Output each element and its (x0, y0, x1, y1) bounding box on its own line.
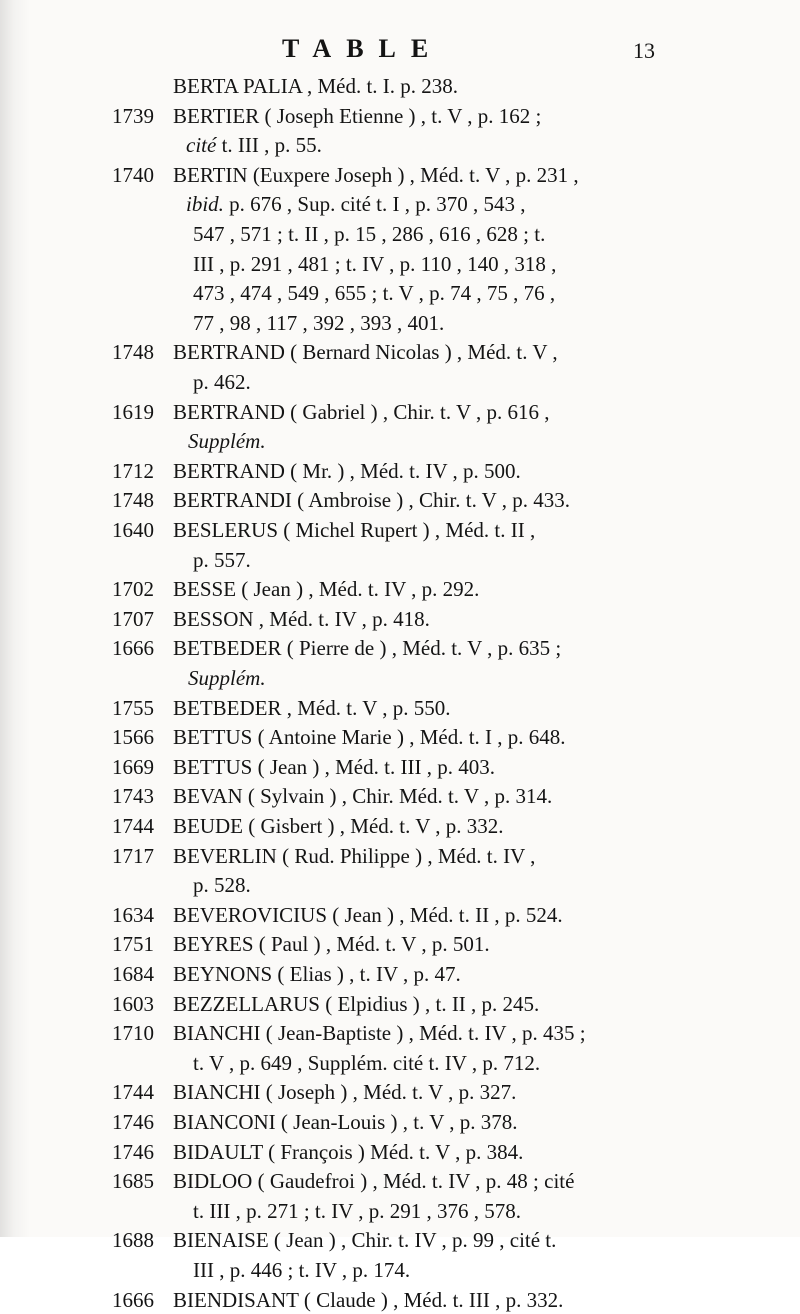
entry-text: BETTUS ( Antoine Marie ) , Méd. t. I , p. 648. (173, 725, 566, 750)
entry-text: BERTIN (Euxpere Joseph ) , Méd. t. V , p. 231 , (173, 162, 579, 187)
index-entry (0, 161, 800, 189)
entry-text: BETTUS ( Jean ) , Méd. t. III , p. 403. (173, 754, 495, 779)
entry-year: 1746 (112, 1139, 154, 1164)
entry-italic: Supplém. (188, 666, 266, 690)
entry-text: BEVAN ( Sylvain ) , Chir. Méd. t. V , p. 314. (173, 784, 553, 809)
entry-text: BIANCHI ( Joseph ) , Méd. t. V , p. 327. (173, 1080, 517, 1105)
entry-text: BIENDISANT ( Claude ) , Méd. t. III , p. 332. (173, 1287, 564, 1312)
index-entry (0, 1286, 800, 1314)
entry-text: BIANCONI ( Jean-Louis ) , t. V , p. 378. (173, 1110, 518, 1134)
entry-text: BERTIER ( Joseph Etienne ) , t. V , p. 162 ; (173, 103, 542, 128)
index-entry (0, 990, 800, 1018)
entry-text: BETBEDER , Méd. t. V , p. 550. (173, 695, 451, 720)
entry-continuation-text: 547 , 571 ; t. II , p. 15 , 286 , 616 , 628 ; t. (193, 222, 546, 246)
entry-continuation (0, 664, 800, 692)
index-entry (0, 694, 800, 722)
entry-year: 1717 (112, 843, 154, 868)
index-entry (0, 575, 800, 603)
entry-text: BEYNONS ( Elias ) , t. IV , p. 47. (173, 962, 461, 986)
entry-continuation-text: t. III , p. 271 ; t. IV , p. 291 , 376 , 578. (193, 1198, 522, 1223)
entry-continuation (0, 1256, 800, 1284)
entry-text: BESSON , Méd. t. IV , p. 418. (173, 606, 430, 631)
index-entry (0, 1019, 800, 1047)
entry-continuation-text: III , p. 446 ; t. IV , p. 174. (193, 1258, 411, 1282)
entry-year: 1702 (112, 577, 154, 602)
index-entry (0, 516, 800, 544)
entry-year: 1744 (112, 1080, 154, 1105)
entry-year: 1640 (112, 518, 154, 542)
entry-continuation (0, 427, 800, 455)
index-entry (0, 605, 800, 633)
entry-text: BIENAISE ( Jean ) , Chir. t. IV , p. 99 , cité t. (173, 1228, 557, 1253)
entry-continuation (0, 250, 800, 278)
entry-text: BEVEROVICIUS ( Jean ) , Méd. t. II , p. 524. (173, 902, 563, 927)
entry-continuation (0, 546, 800, 574)
index-entry (0, 782, 800, 810)
entry-text: BETBEDER ( Pierre de ) , Méd. t. V , p. 635 ; (173, 636, 562, 661)
entry-year: 1744 (112, 814, 154, 838)
index-entry (0, 930, 800, 958)
entry-year: 1566 (112, 725, 154, 750)
index-entry (0, 1078, 800, 1106)
index-entry (0, 1138, 800, 1166)
entry-text: BERTRAND ( Mr. ) , Méd. t. IV , p. 500. (173, 458, 521, 483)
entry-text: BESSE ( Jean ) , Méd. t. IV , p. 292. (173, 577, 480, 602)
entry-year: 1743 (112, 784, 154, 809)
index-entry (0, 1108, 800, 1136)
entry-year: 1746 (112, 1110, 154, 1134)
index-entry (0, 457, 800, 485)
index-entry (0, 634, 800, 662)
entry-year: 1740 (112, 162, 154, 187)
entry-text: BIANCHI ( Jean-Baptiste ) , Méd. t. IV , p. 435 ; (173, 1021, 586, 1046)
entry-text: BERTRANDI ( Ambroise ) , Chir. t. V , p. 433. (173, 488, 570, 513)
index-entry (0, 753, 800, 781)
index-entry (0, 723, 800, 751)
entry-continuation-text: 473 , 474 , 549 , 655 ; t. V , p. 74 , 75 , 76 , (193, 281, 556, 306)
entry-text: BEVERLIN ( Rud. Philippe ) , Méd. t. IV , (173, 843, 536, 868)
entry-continuation (0, 190, 800, 218)
page-title: TABLE (282, 34, 444, 63)
entry-continuation-text: p. 676 , Sup. cité t. I , p. 370 , 543 , (223, 192, 526, 217)
index-entry (0, 338, 800, 366)
entry-year: 1707 (112, 606, 154, 631)
entry-year: 1748 (112, 488, 154, 513)
entry-year: 1603 (112, 991, 154, 1016)
page-number: 13 (633, 38, 655, 63)
entry-year: 1669 (112, 754, 154, 779)
index-entry (0, 72, 800, 100)
entry-year: 1684 (112, 962, 154, 986)
index-entry (0, 398, 800, 426)
index-entry (0, 102, 800, 130)
entry-year: 1685 (112, 1169, 154, 1194)
entry-text: BIDAULT ( François ) Méd. t. V , p. 384. (173, 1139, 524, 1164)
entry-text: BESLERUS ( Michel Rupert ) , Méd. t. II , (173, 518, 536, 542)
entry-italic: Supplém. (188, 429, 266, 454)
entry-italic: ibid. (186, 192, 224, 217)
entry-year: 1688 (112, 1228, 154, 1253)
entry-continuation (0, 309, 800, 337)
entry-year: 1751 (112, 932, 154, 957)
index-entry (0, 901, 800, 929)
entry-continuation-text: p. 557. (193, 547, 251, 572)
entry-continuation (0, 279, 800, 307)
entry-continuation (0, 220, 800, 248)
entry-italic: cité (186, 133, 217, 158)
entry-continuation-text: 77 , 98 , 117 , 392 , 393 , 401. (193, 310, 445, 335)
entry-continuation (0, 368, 800, 396)
entry-continuation-text: t. III , p. 55. (216, 133, 322, 158)
entry-continuation-text: p. 462. (193, 370, 251, 394)
index-entry (0, 812, 800, 840)
entry-text: BEUDE ( Gisbert ) , Méd. t. V , p. 332. (173, 814, 504, 838)
entry-continuation (0, 1049, 800, 1077)
entry-year: 1666 (112, 1287, 154, 1312)
index-entry (0, 960, 800, 988)
entry-text: BEYRES ( Paul ) , Méd. t. V , p. 501. (173, 932, 490, 957)
entry-continuation (0, 131, 800, 159)
entry-continuation (0, 871, 800, 899)
entry-continuation-text: t. V , p. 649 , Supplém. cité t. IV , p. 712. (193, 1050, 541, 1075)
entry-continuation-text: III , p. 291 , 481 ; t. IV , p. 110 , 140 , 318 , (193, 251, 557, 276)
entry-year: 1748 (112, 340, 154, 365)
entry-year: 1712 (112, 458, 154, 483)
entry-year: 1619 (112, 399, 154, 424)
entry-year: 1666 (112, 636, 154, 661)
index-entry (0, 842, 800, 870)
entry-continuation-text: p. 528. (193, 873, 251, 898)
entry-year: 1634 (112, 902, 154, 927)
entry-year: 1755 (112, 695, 154, 720)
entry-continuation (0, 1197, 800, 1225)
entry-text: BERTA PALIA , Méd. t. I. p. 238. (173, 74, 459, 98)
entry-text: BERTRAND ( Bernard Nicolas ) , Méd. t. V , (173, 340, 558, 365)
index-entry (0, 486, 800, 514)
page-header (0, 34, 800, 68)
entry-text: BEZZELLARUS ( Elpidius ) , t. II , p. 245. (173, 991, 540, 1016)
entry-text: BIDLOO ( Gaudefroi ) , Méd. t. IV , p. 48 ; cité (173, 1169, 575, 1194)
entry-year: 1739 (112, 103, 154, 128)
index-entry (0, 1167, 800, 1195)
entry-year: 1710 (112, 1021, 154, 1046)
index-entry (0, 1226, 800, 1254)
entry-text: BERTRAND ( Gabriel ) , Chir. t. V , p. 616 , (173, 399, 550, 424)
